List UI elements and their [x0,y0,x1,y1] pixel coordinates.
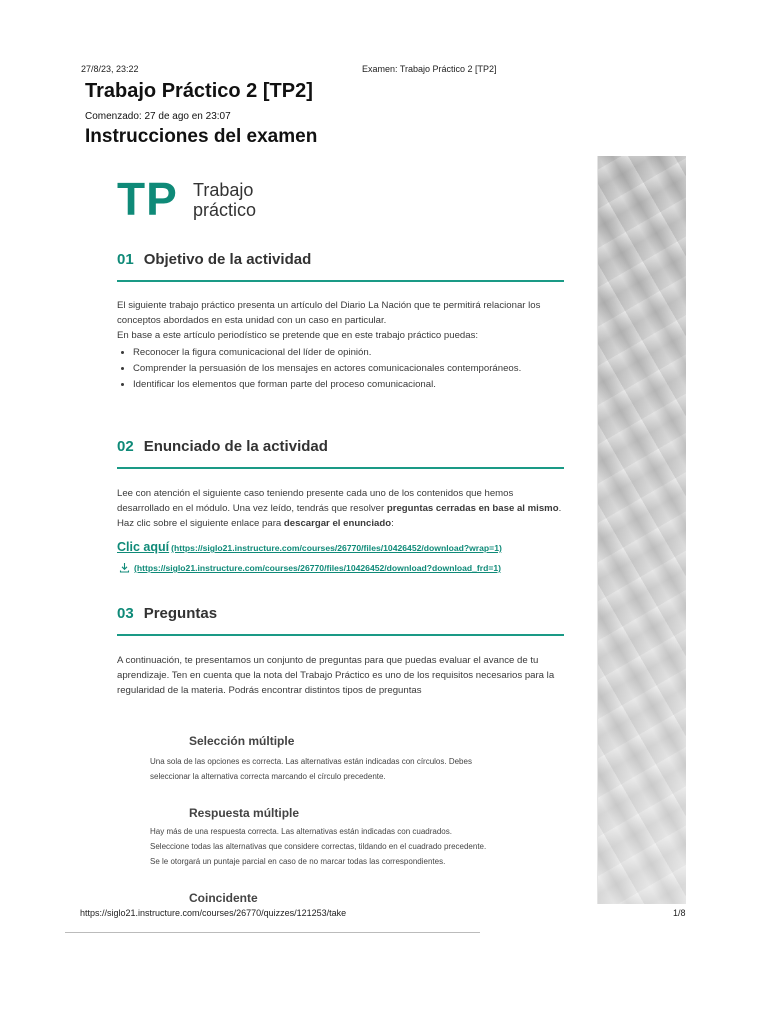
bullet-list [117,345,567,392]
bold-text: descargar el enunciado [283,518,392,529]
page-title: Trabajo Práctico 2 [TP2] [85,80,313,102]
section-heading-enunciado [117,438,328,455]
list-item: • Comprender la persuasión de los mensajes en actores comunicacionales contemporáneos. [133,361,567,376]
download-url[interactable]: (https://siglo21.instructure.com/courses/26770/files/10426452/download?download_frd=1) [134,563,502,573]
question-type-title: Respuesta múltiple [189,806,300,820]
list-item: • Identificar los elementos que forman parte del proceso comunicacional. [133,377,567,392]
section-title: Objetivo de la actividad [143,251,312,268]
paragraph [117,486,567,531]
question-type-description [150,824,550,869]
clic-aqui-link[interactable]: Clic aquí [117,540,170,554]
paragraph: El siguiente trabajo práctico presenta un artículo del Diario La Nación que te permitirá relacionar los conceptos abordados en esta unidad con un caso en particular. [117,300,541,326]
started-timestamp: Comenzado: 27 de ago en 23:07 [85,111,231,122]
paragraph: A continuación, te presentamos un conjunto de preguntas para que puedas evaluar el avance de tu aprendizaje. Ten en cuenta que la nota del Trabajo Práctico es uno de los requisitos necesarios para la regularidad de la materia. Podrás encontrar distintos tipos de preguntas [117,655,555,696]
question-type-title: Coincidente [189,891,258,905]
section-number: 02 [117,438,134,455]
section-number: 03 [117,605,134,622]
section-body-preguntas [117,653,567,698]
instructions-title: Instrucciones del examen [85,126,318,147]
description-line: Hay más de una respuesta correcta. Las alternativas están indicadas con cuadrados. [150,827,452,836]
text-run: Lee con atención el siguiente caso teniendo presente cada uno de los contenidos que hemos desarrollado en el módulo. Una vez leído, tendrás que resolver [117,488,514,514]
download-link[interactable] [119,562,501,573]
tp-logo-word [193,180,256,220]
section-body-enunciado [117,486,567,531]
description-line: Una sola de las opciones es correcta. Las alternativas están indicadas con círculos. Debes [150,757,472,766]
section-number: 01 [117,251,134,268]
footer-divider [65,932,480,933]
section-body-objetivo [117,298,567,393]
decorative-side-image [597,156,686,904]
description-line: seleccionar la alternativa correcta marcando el círculo precedente. [150,772,386,781]
tp-logo-word-line2: práctico [193,200,257,220]
link-url[interactable]: (https://siglo21.instructure.com/courses/26770/files/10426452/download?wrap=1) [171,543,502,553]
section-divider [117,634,564,636]
section-divider [117,280,564,282]
description-line: Se le otorgará un puntaje parcial en caso de no marcar todas las correspondientes. [150,857,446,866]
section-divider [117,467,564,469]
question-type-title: Selección múltiple [189,734,295,748]
paragraph: En base a este artículo periodístico se pretende que en este trabajo práctico puedas: [117,330,479,341]
print-footer-page: 1/8 [673,908,686,918]
text-run: . Haz clic sobre el siguiente enlace para [117,503,562,529]
section-heading-objetivo [117,251,311,268]
print-doc-title: Examen: Trabajo Práctico 2 [TP2] [362,64,497,74]
tp-logo-word-line1: Trabajo [193,180,254,200]
enunciado-link[interactable] [117,540,502,554]
section-heading-preguntas [117,605,217,622]
download-icon[interactable] [119,562,130,573]
section-title: Preguntas [143,605,218,622]
print-datetime: 27/8/23, 23:22 [81,64,139,74]
print-footer-url: https://siglo21.instructure.com/courses/26770/quizzes/121253/take [80,908,352,918]
text-run: : [391,518,394,529]
tp-logo-letters: TP [117,173,178,225]
question-type-description [150,754,550,784]
bold-text: preguntas cerradas en base al mismo [386,503,559,514]
list-item: • Reconocer la figura comunicacional del líder de opinión. [133,345,567,360]
description-line: Seleccione todas las alternativas que considere correctas, tildando en el cuadrado precedente. [150,842,487,851]
section-title: Enunciado de la actividad [143,438,328,455]
